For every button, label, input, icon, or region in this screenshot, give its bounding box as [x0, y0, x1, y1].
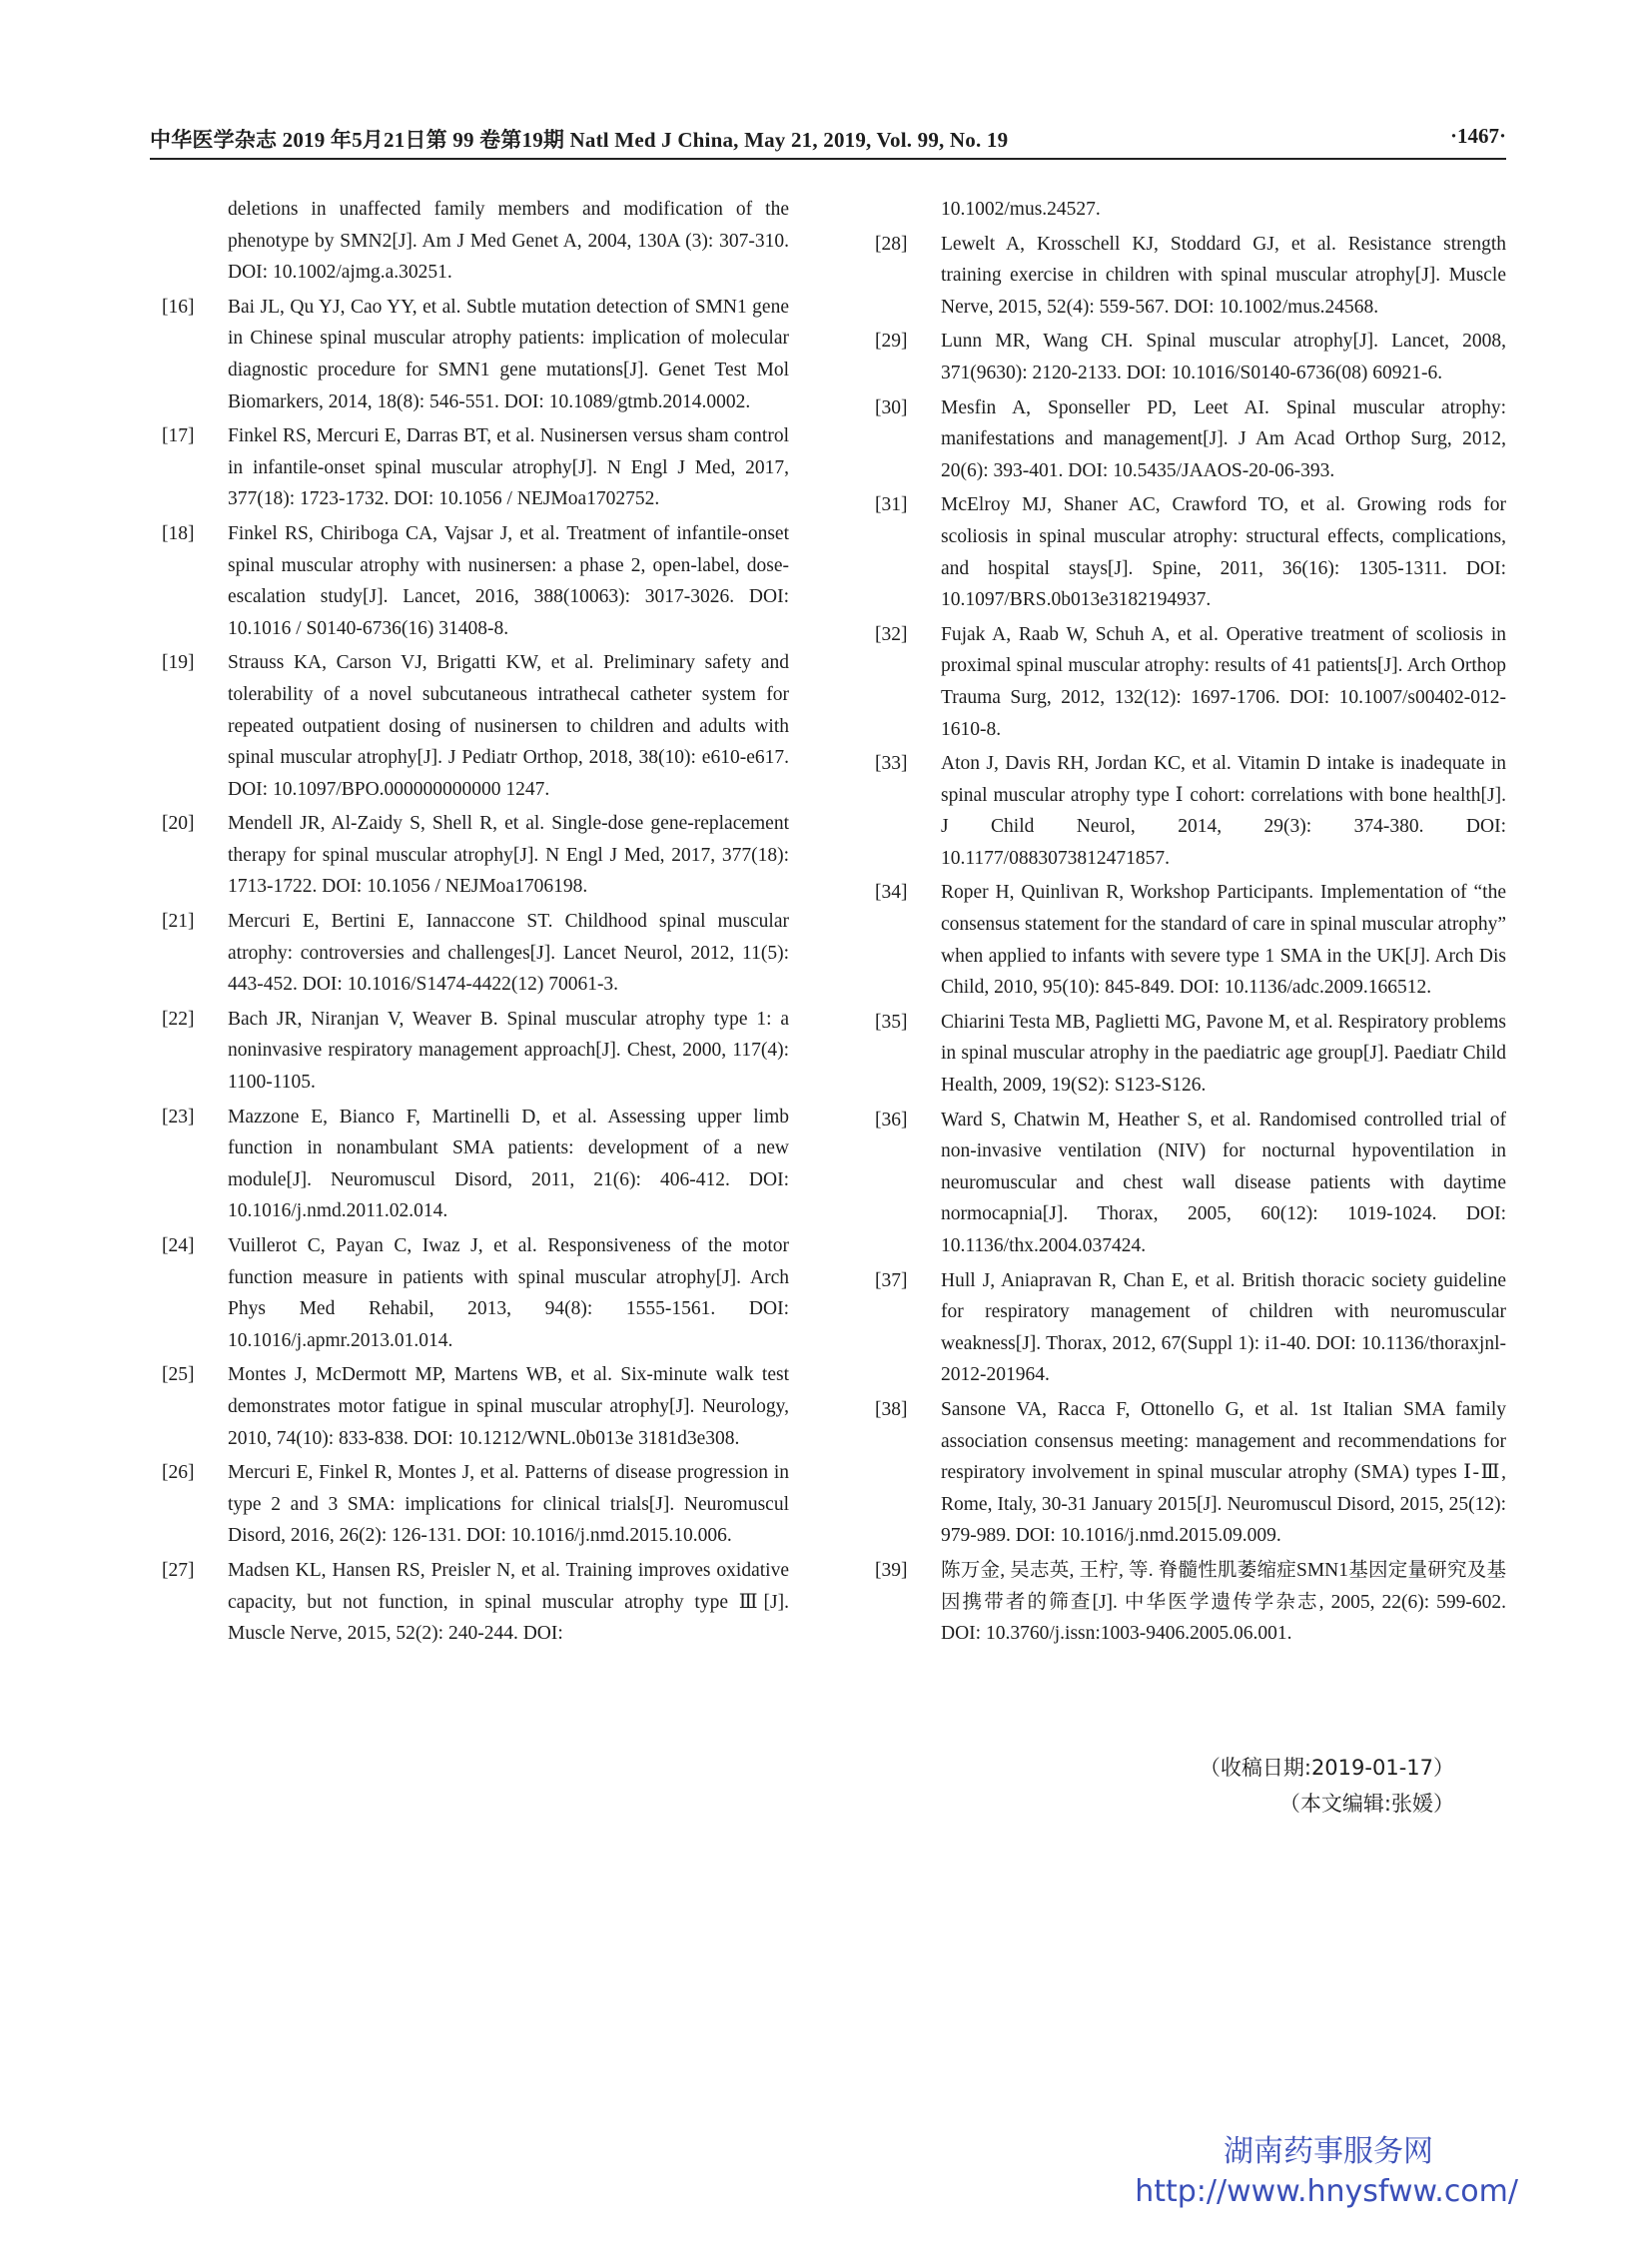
reference-number: [17] — [162, 425, 195, 447]
reference-text: Strauss KA, Carson VJ, Brigatti KW, et al. Preliminary safety and tolerability of a novel subcutaneous intrathecal catheter system for repeated outpatient dosing of nusinersen to children and adults with spinal muscular atrophy[J]. J Pediatr Orthop, 2018, 38(10): e610-e617. DOI: 10.1097/BPO.000000000000 1247. — [228, 652, 789, 800]
editor-note: （本文编辑:张媛） — [1278, 1792, 1454, 1816]
reference-number: [36] — [875, 1109, 908, 1131]
reference-number: [35] — [875, 1011, 908, 1033]
reference-text: Roper H, Quinlivan R, Workshop Participants. Implementation of “the consensus statement for the standard of care in spinal muscular atrophy” when applied to infants with severe type 1 SMA in the UK[J]. Arch Dis Child, 2010, 95(10): 845-849. DOI: 10.1136/adc.2009.166512. — [941, 882, 1506, 999]
reference-number: [31] — [875, 494, 908, 516]
references-left-column — [162, 194, 789, 1653]
reference-text: 陈万金, 吴志英, 王柠, 等. 脊髓性肌萎缩症SMN1基因定量研究及基因携带者的筛查[J]. 中华医学遗传学杂志, 2005, 22(6): 599-602. DOI: 10.3760/j.issn:1003-9406.2005.06.001. — [941, 1559, 1506, 1645]
references-right-column — [875, 194, 1506, 1653]
reference-entry-38 — [875, 1394, 1506, 1552]
reference-entry-27-continued: 10.1002/mus.24527. — [941, 199, 1101, 220]
reference-entry-35 — [875, 1007, 1506, 1102]
reference-text: Finkel RS, Chiriboga CA, Vajsar J, et al. Treatment of infantile-onset spinal muscular atrophy with nusinersen: a phase 2, open-label, dose-escalation study[J]. Lancet, 2016, 388(10063): 3017-3026. DOI: 10.1016 / S0140-6736(16) 31408-8. — [228, 522, 789, 639]
journal-citation-header: 中华医学杂志 2019 年5月21日第 99 卷第19期 Natl Med J China, May 21, 2019, Vol. 99, No. 19 — [150, 128, 1009, 152]
reference-text: Montes J, McDermott MP, Martens WB, et al. Six-minute walk test demonstrates motor fatigue in spinal muscular atrophy[J]. Neurology, 2010, 74(10): 833-838. DOI: 10.1212/WNL.0b013e 3181d3e308. — [228, 1364, 789, 1449]
reference-number: [19] — [162, 652, 195, 674]
watermark-url[interactable]: http://www.hnysfww.com/ — [1135, 2174, 1518, 2209]
page-number: ·1467· — [1449, 124, 1506, 148]
reference-number: [25] — [162, 1364, 195, 1386]
reference-text: Madsen KL, Hansen RS, Preisler N, et al. Training improves oxidative capacity, but not function, in spinal muscular atrophy type Ⅲ[J]. Muscle Nerve, 2015, 52(2): 240-244. DOI: — [228, 1559, 789, 1645]
reference-number: [28] — [875, 233, 908, 255]
reference-entry-33 — [875, 748, 1506, 874]
reference-entry-18 — [162, 518, 789, 644]
reference-text: Hull J, Aniapravan R, Chan E, et al. British thoracic society guideline for respiratory management of children with neuromuscular weakness[J]. Thorax, 2012, 67(Suppl 1): i1-40. DOI: 10.1136/thoraxjnl-2012-201964. — [941, 1269, 1506, 1386]
reference-entry-36 — [875, 1105, 1506, 1262]
reference-number: [33] — [875, 753, 908, 775]
reference-number: [18] — [162, 522, 195, 544]
reference-number: [34] — [875, 882, 908, 904]
reference-number: [22] — [162, 1008, 195, 1030]
running-header — [150, 124, 1506, 154]
reference-entry-37 — [875, 1265, 1506, 1391]
reference-text: Fujak A, Raab W, Schuh A, et al. Operative treatment of scoliosis in proximal spinal muscular atrophy: results of 41 patients[J]. Arch Orthop Trauma Surg, 2012, 132(12): 1697-1706. DOI: 10.1007/s00402-012-1610-8. — [941, 623, 1506, 740]
reference-entry-24 — [162, 1230, 789, 1356]
reference-number: [27] — [162, 1559, 195, 1581]
reference-text: Finkel RS, Mercuri E, Darras BT, et al. Nusinersen versus sham control in infantile-onset spinal muscular atrophy[J]. N Engl J Med, 2017, 377(18): 1723-1732. DOI: 10.1056 / NEJMoa1702752. — [228, 425, 789, 510]
reference-entry-22 — [162, 1004, 789, 1099]
reference-text: McElroy MJ, Shaner AC, Crawford TO, et al. Growing rods for scoliosis in spinal muscular atrophy: structural effects, complications, and hospital stays[J]. Spine, 2011, 36(16): 1305-1311. DOI: 10.1097/BRS.0b013e3182194937. — [941, 494, 1506, 611]
reference-entry-23 — [162, 1102, 789, 1227]
reference-number: [16] — [162, 296, 195, 318]
reference-entry-19 — [162, 647, 789, 805]
reference-entry-28 — [875, 229, 1506, 324]
header-rule — [150, 158, 1506, 160]
reference-text: Sansone VA, Racca F, Ottonello G, et al. 1st Italian SMA family association consensus meeting: management and recommendations for respiratory involvement in spinal muscular atrophy (SMA) types Ⅰ-Ⅲ, Rome, Italy, 30-31 January 2015[J]. Neuromuscul Disord, 2015, 25(12): 979-989. DOI: 10.1016/j.nmd.2015.09.009. — [941, 1398, 1506, 1547]
received-date: （收稿日期:2019-01-17） — [1199, 1756, 1454, 1780]
watermark-site-name: 湖南药事服务网 — [1224, 2134, 1433, 2169]
reference-entry-30 — [875, 392, 1506, 487]
reference-number: [38] — [875, 1398, 908, 1420]
reference-entry-26 — [162, 1457, 789, 1552]
reference-entry-21 — [162, 906, 789, 1001]
reference-entry-17 — [162, 420, 789, 515]
reference-text: Aton J, Davis RH, Jordan KC, et al. Vitamin D intake is inadequate in spinal muscular atrophy type Ⅰ cohort: correlations with bone health[J]. J Child Neurol, 2014, 29(3): 374-380. DOI: 10.1177/0883073812471857. — [941, 753, 1506, 869]
reference-text: Mercuri E, Bertini E, Iannaccone ST. Childhood spinal muscular atrophy: controversies and challenges[J]. Lancet Neurol, 2012, 11(5): 443-452. DOI: 10.1016/S1474-4422(12) 70061-3. — [228, 911, 789, 996]
reference-number: [37] — [875, 1269, 908, 1291]
reference-text: Lewelt A, Krosschell KJ, Stoddard GJ, et al. Resistance strength training exercise in children with spinal muscular atrophy[J]. Muscle Nerve, 2015, 52(4): 559-567. DOI: 10.1002/mus.24568. — [941, 233, 1506, 318]
reference-entry-32 — [875, 619, 1506, 745]
watermark — [1099, 2132, 1518, 2212]
reference-entry-20 — [162, 808, 789, 903]
article-footer-notes — [1200, 1750, 1454, 1822]
reference-entry-31 — [875, 489, 1506, 615]
reference-entry-15-continued: deletions in unaffected family members and modification of the phenotype by SMN2[J]. Am J Med Genet A, 2004, 130A (3): 307-310. DOI: 10.1002/ajmg.a.30251. — [228, 199, 789, 284]
reference-number: [23] — [162, 1106, 195, 1128]
reference-number: [29] — [875, 331, 908, 353]
reference-entry-34 — [875, 877, 1506, 1003]
reference-number: [21] — [162, 911, 195, 933]
reference-text: Chiarini Testa MB, Paglietti MG, Pavone M, et al. Respiratory problems in spinal muscular atrophy in the paediatric age group[J]. Paediatr Child Health, 2009, 19(S2): S123-S126. — [941, 1011, 1506, 1097]
reference-number: [20] — [162, 813, 195, 835]
reference-entry-25 — [162, 1359, 789, 1454]
reference-text: Bai JL, Qu YJ, Cao YY, et al. Subtle mutation detection of SMN1 gene in Chinese spinal muscular atrophy patients: implication of molecular diagnostic procedure for SMN1 gene mutations[J]. Genet Test Mol Biomarkers, 2014, 18(8): 546-551. DOI: 10.1089/gtmb.2014.0002. — [228, 296, 789, 412]
reference-text: Mesfin A, Sponseller PD, Leet AI. Spinal muscular atrophy: manifestations and management[J]. J Am Acad Orthop Surg, 2012, 20(6): 393-401. DOI: 10.5435/JAAOS-20-06-393. — [941, 396, 1506, 481]
reference-number: [24] — [162, 1235, 195, 1256]
reference-text: Mendell JR, Al-Zaidy S, Shell R, et al. Single-dose gene-replacement therapy for spinal muscular atrophy[J]. N Engl J Med, 2017, 377(18): 1713-1722. DOI: 10.1056 / NEJMoa1706198. — [228, 813, 789, 898]
reference-number: [30] — [875, 396, 908, 418]
reference-text: Lunn MR, Wang CH. Spinal muscular atrophy[J]. Lancet, 2008, 371(9630): 2120-2133. DOI: 10.1016/S0140-6736(08) 60921-6. — [941, 331, 1506, 383]
reference-entry-27 — [162, 1555, 789, 1650]
reference-text: Mercuri E, Finkel R, Montes J, et al. Patterns of disease progression in type 2 and 3 SMA: implications for clinical trials[J]. Neuromuscul Disord, 2016, 26(2): 126-131. DOI: 10.1016/j.nmd.2015.10.006. — [228, 1462, 789, 1547]
reference-text: Vuillerot C, Payan C, Iwaz J, et al. Responsiveness of the motor function measure in patients with spinal muscular atrophy[J]. Arch Phys Med Rehabil, 2013, 94(8): 1555-1561. DOI: 10.1016/j.apmr.2013.01.014. — [228, 1235, 789, 1351]
reference-text: Ward S, Chatwin M, Heather S, et al. Randomised controlled trial of non-invasive ventilation (NIV) for nocturnal hypoventilation in neuromuscular and chest wall disease patients with daytime normocapnia[J]. Thorax, 2005, 60(12): 1019-1024. DOI: 10.1136/thx.2004.037424. — [941, 1109, 1506, 1256]
reference-entry-29 — [875, 326, 1506, 388]
reference-number: [26] — [162, 1462, 195, 1484]
reference-number: [32] — [875, 623, 908, 645]
reference-number: [39] — [875, 1559, 908, 1581]
reference-text: Bach JR, Niranjan V, Weaver B. Spinal muscular atrophy type 1: a noninvasive respiratory management approach[J]. Chest, 2000, 117(4): 1100-1105. — [228, 1008, 789, 1094]
reference-entry-39 — [875, 1555, 1506, 1650]
reference-text: Mazzone E, Bianco F, Martinelli D, et al. Assessing upper limb function in nonambulant SMA patients: development of a new module[J]. Neuromuscul Disord, 2011, 21(6): 406-412. DOI: 10.1016/j.nmd.2011.02.014. — [228, 1106, 789, 1222]
reference-entry-16 — [162, 292, 789, 417]
